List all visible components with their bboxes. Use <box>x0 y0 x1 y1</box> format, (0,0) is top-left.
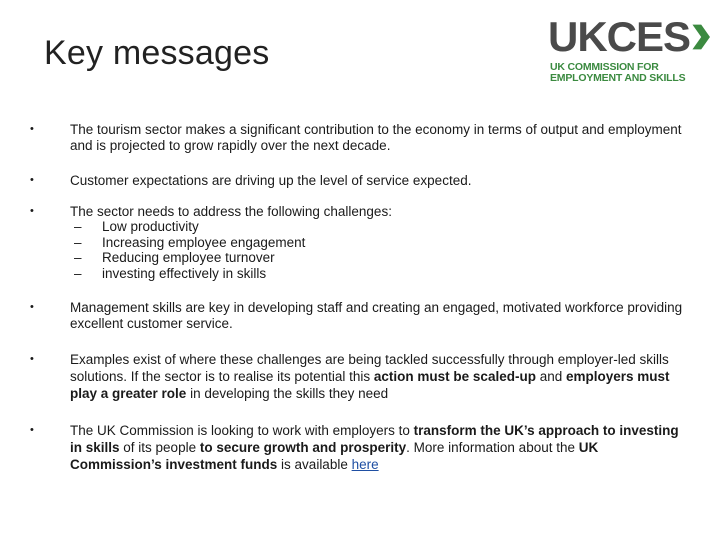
sub-item: – Low productivity <box>74 219 199 234</box>
slide-title: Key messages <box>44 34 270 72</box>
emphasis-employers: employers must play a greater role <box>70 369 670 401</box>
logo-subtitle <box>550 62 710 84</box>
bullet-marker: • <box>30 174 34 186</box>
bullet-marker: • <box>30 424 34 436</box>
bullet-uk-commission: • The UK Commission is looking to work with employers to transform the UK’s approach to investing in skills of its people to secure growth and prosperity. More information about the UK Commission’s investment funds is available here <box>30 423 679 472</box>
bullet-marker: • <box>30 204 34 217</box>
logo-wordmark <box>548 13 710 60</box>
bullet-text: Management skills are key in developing staff and creating an engaged, motivated workforce providing excellent customer service. <box>70 300 683 331</box>
bullet-examples: • Examples exist of where these challenges are being tackled successfully through employer-led skills solutions. If the sector is to realise its potential this action must be scaled-up and employers must play a greater role in developing the skills they need <box>30 352 670 401</box>
logo-chevron-icon <box>691 20 710 54</box>
bullet-text: Customer expectations are driving up the level of service expected. <box>70 173 472 188</box>
emphasis-growth: to secure growth and prosperity <box>199 440 407 455</box>
emphasis-transform: transform the UK’s approach to investing in skills <box>70 423 679 455</box>
emphasis-investment-funds: UK Commission’s investment funds <box>70 440 599 472</box>
challenges-sublist <box>70 219 690 281</box>
sub-item: – investing effectively in skills <box>74 265 267 281</box>
logo-subtitle-line1: UK COMMISSION FOR <box>550 61 659 73</box>
bullet-management-skills <box>30 300 690 331</box>
bullet-text: The sector needs to address the following challenges: <box>70 203 392 219</box>
bullet-marker: • <box>30 353 34 365</box>
ukces-logo <box>548 13 710 88</box>
bullet-tourism <box>30 122 690 153</box>
sub-item: – Reducing employee turnover <box>74 250 275 265</box>
logo-word: UKCES <box>548 13 691 60</box>
bullet-text: The tourism sector makes a significant contribution to the economy in terms of output and employment and is projected to grow rapidly over the next decade. <box>70 122 682 153</box>
here-link[interactable]: here <box>351 457 379 472</box>
logo-subtitle-line2: EMPLOYMENT AND SKILLS <box>550 72 686 84</box>
key-messages-list <box>30 122 690 473</box>
bullet-challenges <box>30 204 690 282</box>
bullet-marker: • <box>30 123 34 135</box>
bullet-marker: • <box>30 301 34 313</box>
emphasis-action: action must be scaled-up <box>373 369 536 384</box>
sub-item: – Increasing employee engagement <box>74 234 306 250</box>
bullet-customer-expectations <box>30 173 690 189</box>
